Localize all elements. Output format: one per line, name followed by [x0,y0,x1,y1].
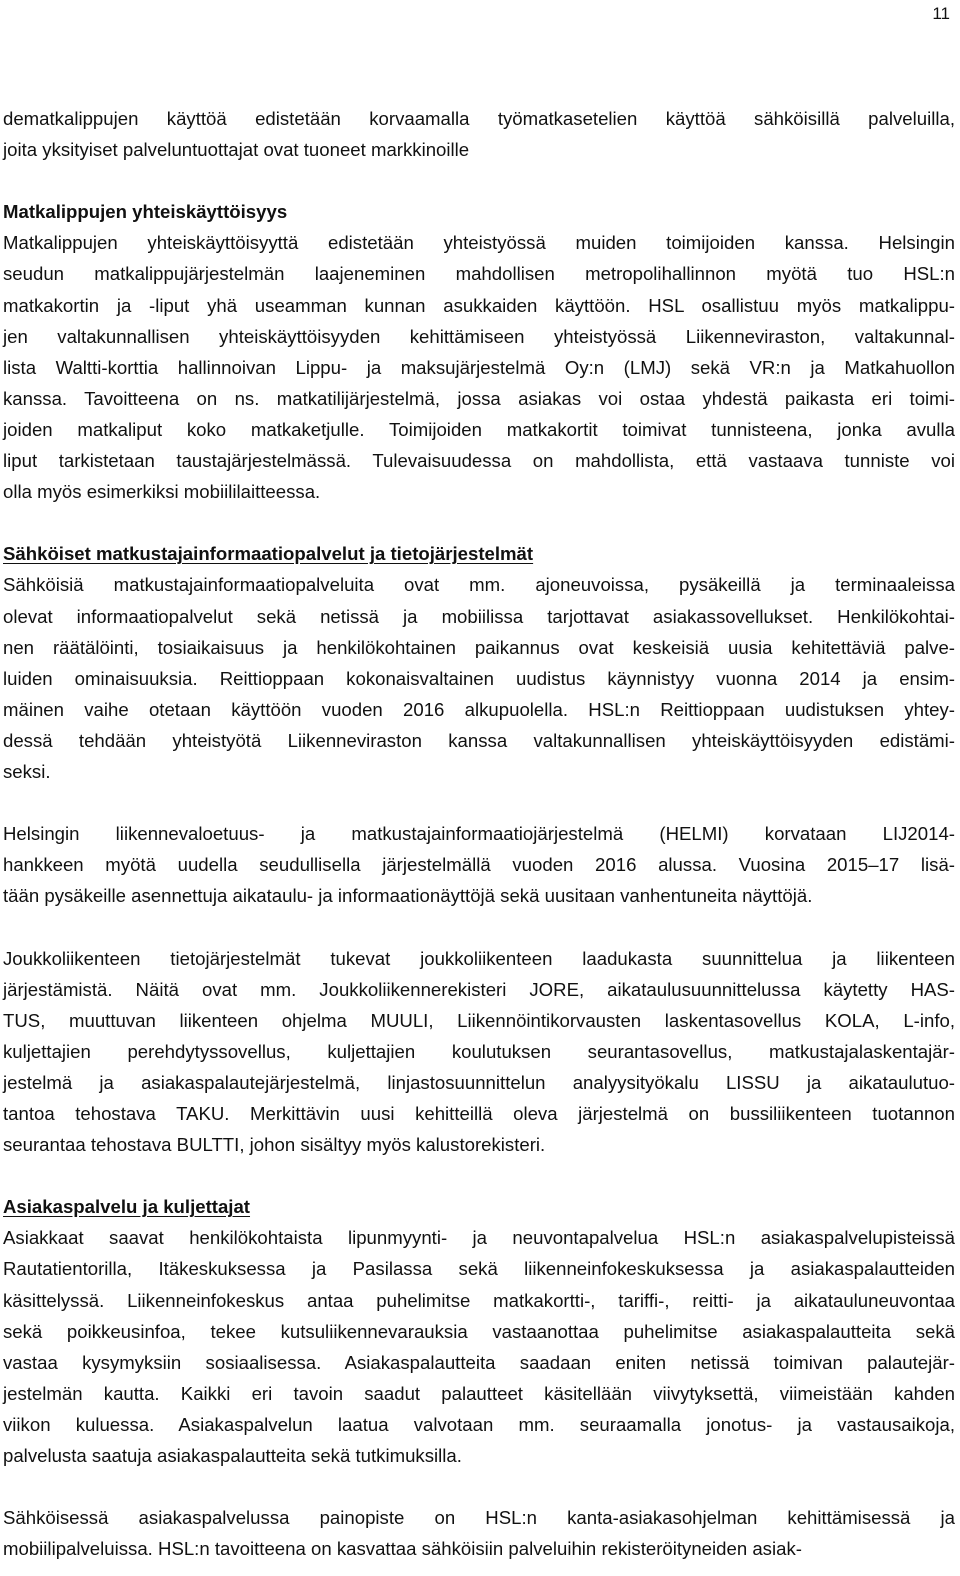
page-number: 11 [932,4,950,23]
text-line: seksi. [3,760,51,782]
text-line: sekä poikkeusinfoa, tekee kutsuliikennevarauksia vastaanottaa puhelimitse asiakaspalautteita sekä [3,1320,955,1342]
text-line: jen valtakunnallisen yhteiskäyttöisyyden kehittämiseen yhteistyössä Liikenneviraston, valtakunnal- [3,325,955,347]
text-line: lista Waltti-korttia hallinnoivan Lippu- ja maksujärjestelmä Oy:n (LMJ) sekä VR:n ja Matkahuollon [3,356,955,378]
text-line: Asiakkaat saavat henkilökohtaista lipunmyynti- ja neuvontapalvelua HSL:n asiakaspalvelupisteissä [3,1227,955,1249]
text-line: jestelmä ja asiakaspalautejärjestelmä, linjastosuunnittelun analyysityökalu LISSU ja aikataulutuo- [3,1071,955,1093]
text-line: liput tarkistetaan taustajärjestelmässä. Tulevaisuudessa on mahdollista, että vastaava tunniste voi [3,450,955,472]
paragraph-gap [3,507,955,538]
text-line: kuljettajien perehdytyssovellus, kuljettajien koulutuksen seurantasovellus, matkustajalaskentajär- [3,1040,955,1062]
text-line: joiden matkaliput koko matkaketjulle. Toimijoiden matkakortit toimivat tunnisteena, jonka avulla [3,418,955,440]
text-line: tantoa tehostava TAKU. Merkittävin uusi kehitteillä oleva järjestelmä on bussiliikenteen tuotannon [3,1103,955,1124]
section-heading: Matkalippujen yhteiskäyttöisyys [3,201,288,223]
text-line: seurantaa tehostava BULTTI, johon sisältyy myös kalustorekisteri. [3,1134,546,1156]
text-line: tään pysäkeille asennettuja aikataulu- ja informaationäyttöjä sekä uusitaan vanhentuneita näyttöjä. [3,885,813,907]
paragraph [3,1502,955,1564]
text-line: jestelmän kautta. Kaikki eri tavoin saadut palautteet käsitellään viivytyksettä, viimeistään kahden [3,1382,955,1404]
text-line: joita yksityiset palveluntuottajat ovat tuoneet markkinoille [3,139,470,161]
document-body [3,103,955,1564]
text-line: dematkalippujen käyttöä edistetään korvaamalla työmatkasetelien käyttöä sähköisillä palveluilla, [3,108,955,129]
text-line: matkakortin ja -liput yhä useamman kunnan asukkaiden käyttöön. HSL osallistuu myös matkalippu- [3,294,955,316]
text-line: TUS, muuttuvan liikenteen ohjelma MUULI, Liikennöintikorvausten laskentasovellus KOLA, L-info, [3,1009,955,1031]
section [3,1191,955,1471]
text-line: Sähköisiä matkustajainformaatiopalveluita ovat mm. ajoneuvoissa, pysäkeillä ja terminaaleissa [3,574,955,596]
section-heading: Sähköiset matkustajainformaatiopalvelut ja tietojärjestelmät [3,543,534,565]
text-line: hankkeen myötä uudella seudullisella järjestelmällä vuoden 2016 alussa. Vuosina 2015–17 lisä- [3,854,955,876]
text-line: seudun matkalippujärjestelmän laajeneminen mahdollisen metropolihallinnon myötä tuo HSL:n [3,263,955,285]
text-line: mäinen vaihe otetaan käyttöön vuoden 2016 alkupuolella. HSL:n Reittioppaan uudistuksen yhtey- [3,698,955,720]
paragraph-gap [3,787,955,818]
text-line: luiden ominaisuuksia. Reittioppaan kokonaisvaltainen uudistus käynnistyy vuonna 2014 ja ensim- [3,667,955,689]
text-line: Sähköisessä asiakaspalvelussa painopiste on HSL:n kanta-asiakasohjelman kehittämisessä ja [3,1507,955,1529]
section-heading: Asiakaspalvelu ja kuljettajat [3,1196,251,1218]
text-line: Helsingin liikennevaloetuus- ja matkustajainformaatiojärjestelmä (HELMI) korvataan LIJ2014- [3,823,955,845]
section [3,538,955,787]
text-line: olevat informaatiopalvelut sekä netissä ja mobiilissa tarjottavat asiakassovellukset. Henkilökohtai- [3,605,955,627]
paragraph [3,818,955,911]
text-line: dessä tehdään yhteistyötä Liikenneviraston kanssa valtakunnallisen yhteiskäyttöisyyden edistämi- [3,729,955,751]
text-line: palvelusta saatuja asiakaspalautteita sekä tutkimuksilla. [3,1445,462,1467]
text-line: kanssa. Tavoitteena on ns. matkatilijärjestelmä, jossa asiakas voi ostaa yhdestä paikasta eri toimi- [3,387,955,409]
text-line: vastaa kysymyksiin sosiaalisessa. Asiakaspalautteita saadaan eniten netissä toimivan palautejär- [3,1351,955,1373]
paragraph-gap [3,911,955,942]
paragraph-gap [3,1471,955,1502]
text-line: olla myös esimerkiksi mobiililaitteessa. [3,481,321,503]
section [3,196,955,507]
text-line: Matkalippujen yhteiskäyttöisyyttä edistetään yhteistyössä muiden toimijoiden kanssa. Helsingin [3,232,955,254]
paragraph-gap [3,165,955,196]
text-line: nen räätälöinti, tosiaikaisuus ja henkilökohtainen paikannus ovat keskeisiä uusia kehitettäviä palve- [3,636,955,658]
text-line: käsittelyssä. Liikenneinfokeskus antaa puhelimitse matkakortti-, tariffi-, reitti- ja aikatauluneuvontaa [3,1289,955,1311]
text-line: Rautatientorilla, Itäkeskuksessa ja Pasilassa sekä liikenneinfokeskuksessa ja asiakaspalautteiden [3,1258,955,1280]
paragraph [3,103,955,165]
text-line: järjestämistä. Näitä ovat mm. Joukkoliikennerekisteri JORE, aikataulusuunnittelussa käytetty HAS- [3,978,955,1000]
text-line: mobiilipalveluissa. HSL:n tavoitteena on kasvattaa sähköisiin palveluihin rekisteröityneiden asiak- [3,1538,802,1560]
paragraph [3,943,955,1161]
text-line: viikon kuluessa. Asiakaspalvelun laatua valvotaan mm. seuraamalla jonotus- ja vastausaikoja, [3,1413,955,1435]
text-line: Joukkoliikenteen tietojärjestelmät tukevat joukkoliikenteen laadukasta suunnittelua ja liikenteen [3,947,955,969]
paragraph-gap [3,1160,955,1191]
